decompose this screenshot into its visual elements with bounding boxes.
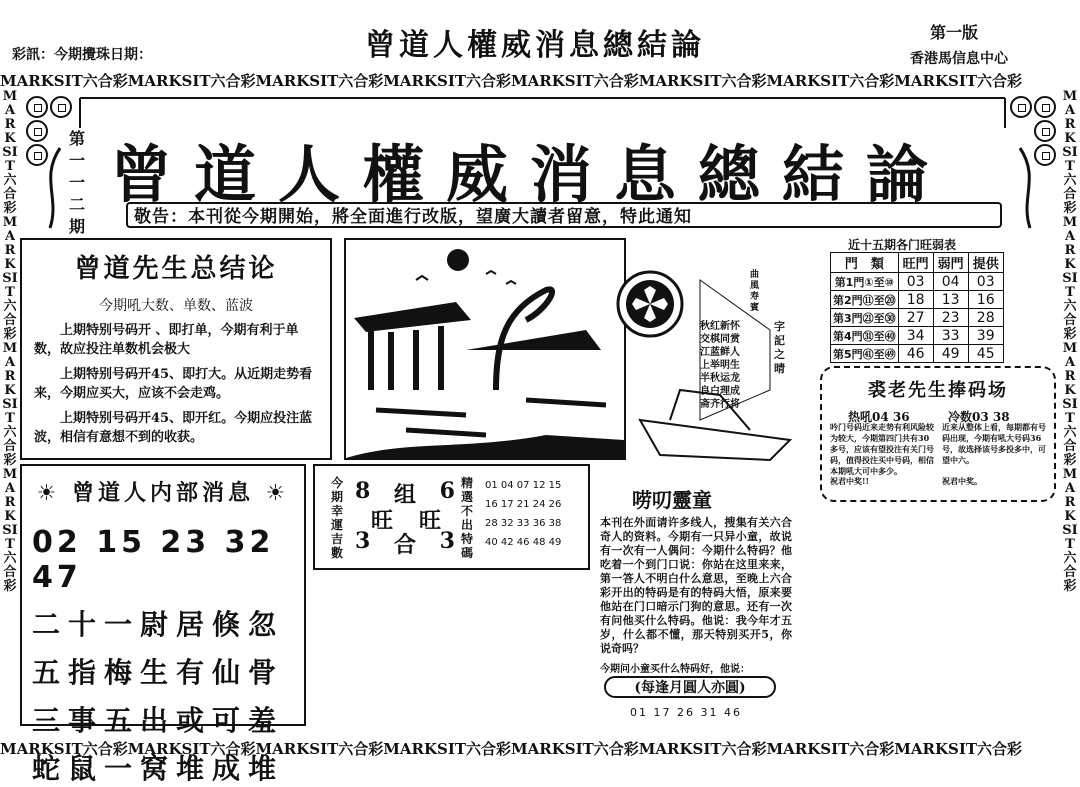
table-header-row (831, 253, 1004, 273)
table-header: 旺門 (898, 253, 933, 273)
lucky-row: 3 合 3 (355, 528, 455, 558)
cell: 04 (933, 273, 968, 291)
story-numbers: 01 17 26 31 46 (630, 706, 742, 719)
story-title: 唠叨靈童 (632, 488, 712, 512)
capture-right-footer: 祝君中奖。 (942, 476, 982, 486)
publisher-name: 香港馬信息中心 (910, 51, 1008, 67)
row-label: 第2門⑪至⑳ (831, 291, 899, 309)
story-question: 今期问小童买什么特码好，他说： (600, 664, 750, 675)
hot-numbers: 热吼04 36 (848, 410, 910, 424)
cell: 39 (968, 327, 1003, 345)
row-label: 第3門㉑至㉚ (831, 309, 899, 327)
cell: 18 (898, 291, 933, 309)
number-capture-box (820, 366, 1056, 502)
capture-title: 裘老先生捧码场 (868, 380, 1008, 401)
table-header: 弱門 (933, 253, 968, 273)
summary-paragraph: 上期特别号码开45、即打大。从近期走势看来，今期应买大，应该不会走鸡。 (34, 367, 313, 401)
right-marksit-band: MARKSIT六合彩MARKSIT六合彩MARKSIT六合彩MARKSIT六合彩 (1062, 89, 1078, 594)
top-marksit-band: MARKSIT六合彩MARKSIT六合彩MARKSIT六合彩MARKSIT六合彩MARKSIT六合彩MARKSIT六合彩MARKSIT六合彩MARKSIT六合彩 (0, 72, 1023, 90)
sun-icon: ☀ (265, 480, 290, 506)
lucky-row: 8 组 6 (355, 478, 455, 508)
internal-title-text: 曾道人内部消息 (71, 480, 254, 506)
table-header: 門 類 (831, 253, 899, 273)
summary-paragraph: 上期特别号码开45、即开红。今期应投注蓝波，相信有意想不到的收获。 (34, 411, 313, 445)
internal-news-box (20, 464, 306, 785)
poem-head: 字記之晴 (774, 320, 785, 375)
verse-line: 二十一尉居倏忽 (32, 608, 285, 641)
table-row (831, 273, 1004, 291)
row-label: 第5門㊶至㊾ (831, 345, 899, 363)
cell: 16 (968, 291, 1003, 309)
poem-tag: 曲風寿賓 (750, 270, 760, 313)
lucky-row: 旺 旺 (371, 508, 441, 534)
notice-bar: 敬告：本刊從今期開始，將全面進行改版，望廣大讀者留意，特此通知 (126, 202, 1002, 228)
cell: 46 (898, 345, 933, 363)
verse-line: 三事五出或可羞 (32, 704, 285, 737)
left-marksit-band: MARKSIT六合彩MARKSIT六合彩MARKSIT六合彩MARKSIT六合彩 (2, 89, 18, 594)
cell: 03 (968, 273, 1003, 291)
cell: 45 (968, 345, 1003, 363)
scenery-illustration (346, 240, 624, 458)
cell: 34 (898, 327, 933, 345)
verse-line: 五指梅生有仙骨 (32, 656, 285, 689)
table-header: 提供 (968, 253, 1003, 273)
capture-right-text: 近来从整体上看，每期都有号码出现，今期有吼大号码36号，故选择该号多投多中，可望中六。 (942, 422, 1046, 465)
cell: 33 (933, 327, 968, 345)
internal-title (22, 476, 304, 507)
table-row (831, 291, 1004, 309)
table-title: 近十五期各门旺弱表 (848, 238, 957, 252)
capture-left-footer: 祝君中奖!! (830, 476, 870, 486)
banner-title: 曾道人權威消息總結論 (110, 138, 951, 211)
cell: 13 (933, 291, 968, 309)
table-row (831, 309, 1004, 327)
capture-left-text: 吟门号码近来走势有利风险较为较大，今期第四门共有30多号，应该有望投注有关门号码，值得投注买中号码，相信本期吼大可中多少。 (830, 422, 934, 476)
cell: 03 (898, 273, 933, 291)
table-row (831, 345, 1004, 363)
header-draw-date: 彩訊：今期攪珠日期： (12, 47, 152, 63)
poem-text: 秋红新怀 交棋同赏 江蓝鲜人 上举明生 半秋运龙 良白理成 斋齐行将 (700, 321, 740, 410)
cell: 28 (968, 309, 1003, 327)
issue-number: 第一一二期 (68, 129, 85, 236)
summary-title: 曾道先生总结论 (74, 254, 278, 284)
verse-line: 蛇鼠一窝堆成堆 (32, 752, 285, 785)
cell: 23 (933, 309, 968, 327)
internal-numbers: 02 15 23 32 47 (32, 525, 275, 595)
row-label: 第1門①至⑩ (831, 273, 899, 291)
bottom-marksit-band: MARKSIT六合彩MARKSIT六合彩MARKSIT六合彩MARKSIT六合彩MARKSIT六合彩MARKSIT六合彩MARKSIT六合彩MARKSIT六合彩 (0, 740, 1023, 758)
story-body: 本刊在外面请许多线人，搜集有关六合奇人的资料。今期有一只异小童，故说有一次有一人偶问：今期什么特码？他吃着一个到门口说：你站在这里来来，第一答人不明白什么意思，至晚上六合彩开出的特码是有的特码大悟，原来要他站在门口暗示门狗的意思。还有一次有问他买什么特码。他说：我今年才五岁，什么都不懂，那天特别买开5，你说奇吗？ (600, 516, 792, 655)
table-row (831, 327, 1004, 345)
door-strength-table (830, 252, 1004, 363)
cell: 27 (898, 309, 933, 327)
scenery-picture (344, 238, 626, 460)
cold-numbers: 冷数03 38 (948, 410, 1010, 424)
selected-label: 精選不出特碼 (460, 476, 473, 560)
poem-area (600, 270, 800, 460)
summary-subtitle: 今期吼大数、单数、蓝波 (99, 298, 253, 314)
selected-numbers: 01 04 07 12 15 16 17 21 24 26 28 32 33 36 38 40 42 46 48 49 (485, 480, 562, 548)
header-title: 曾道人權威消息總結論 (365, 28, 705, 63)
summary-box (20, 238, 332, 460)
lucky-number-box (313, 464, 590, 570)
sun-icon: ☀ (36, 480, 61, 506)
edition-label: 第一版 (930, 23, 979, 42)
cell: 49 (933, 345, 968, 363)
lucky-label: 今期幸運吉數 (330, 476, 343, 560)
row-label: 第4門㉛至㊵ (831, 327, 899, 345)
story-slogan: (每逢月圓人亦圓) (604, 676, 776, 698)
summary-paragraph: 上期特别号码开 、即打单，今期有利于单数，故应投注单数机会极大 (34, 323, 299, 357)
